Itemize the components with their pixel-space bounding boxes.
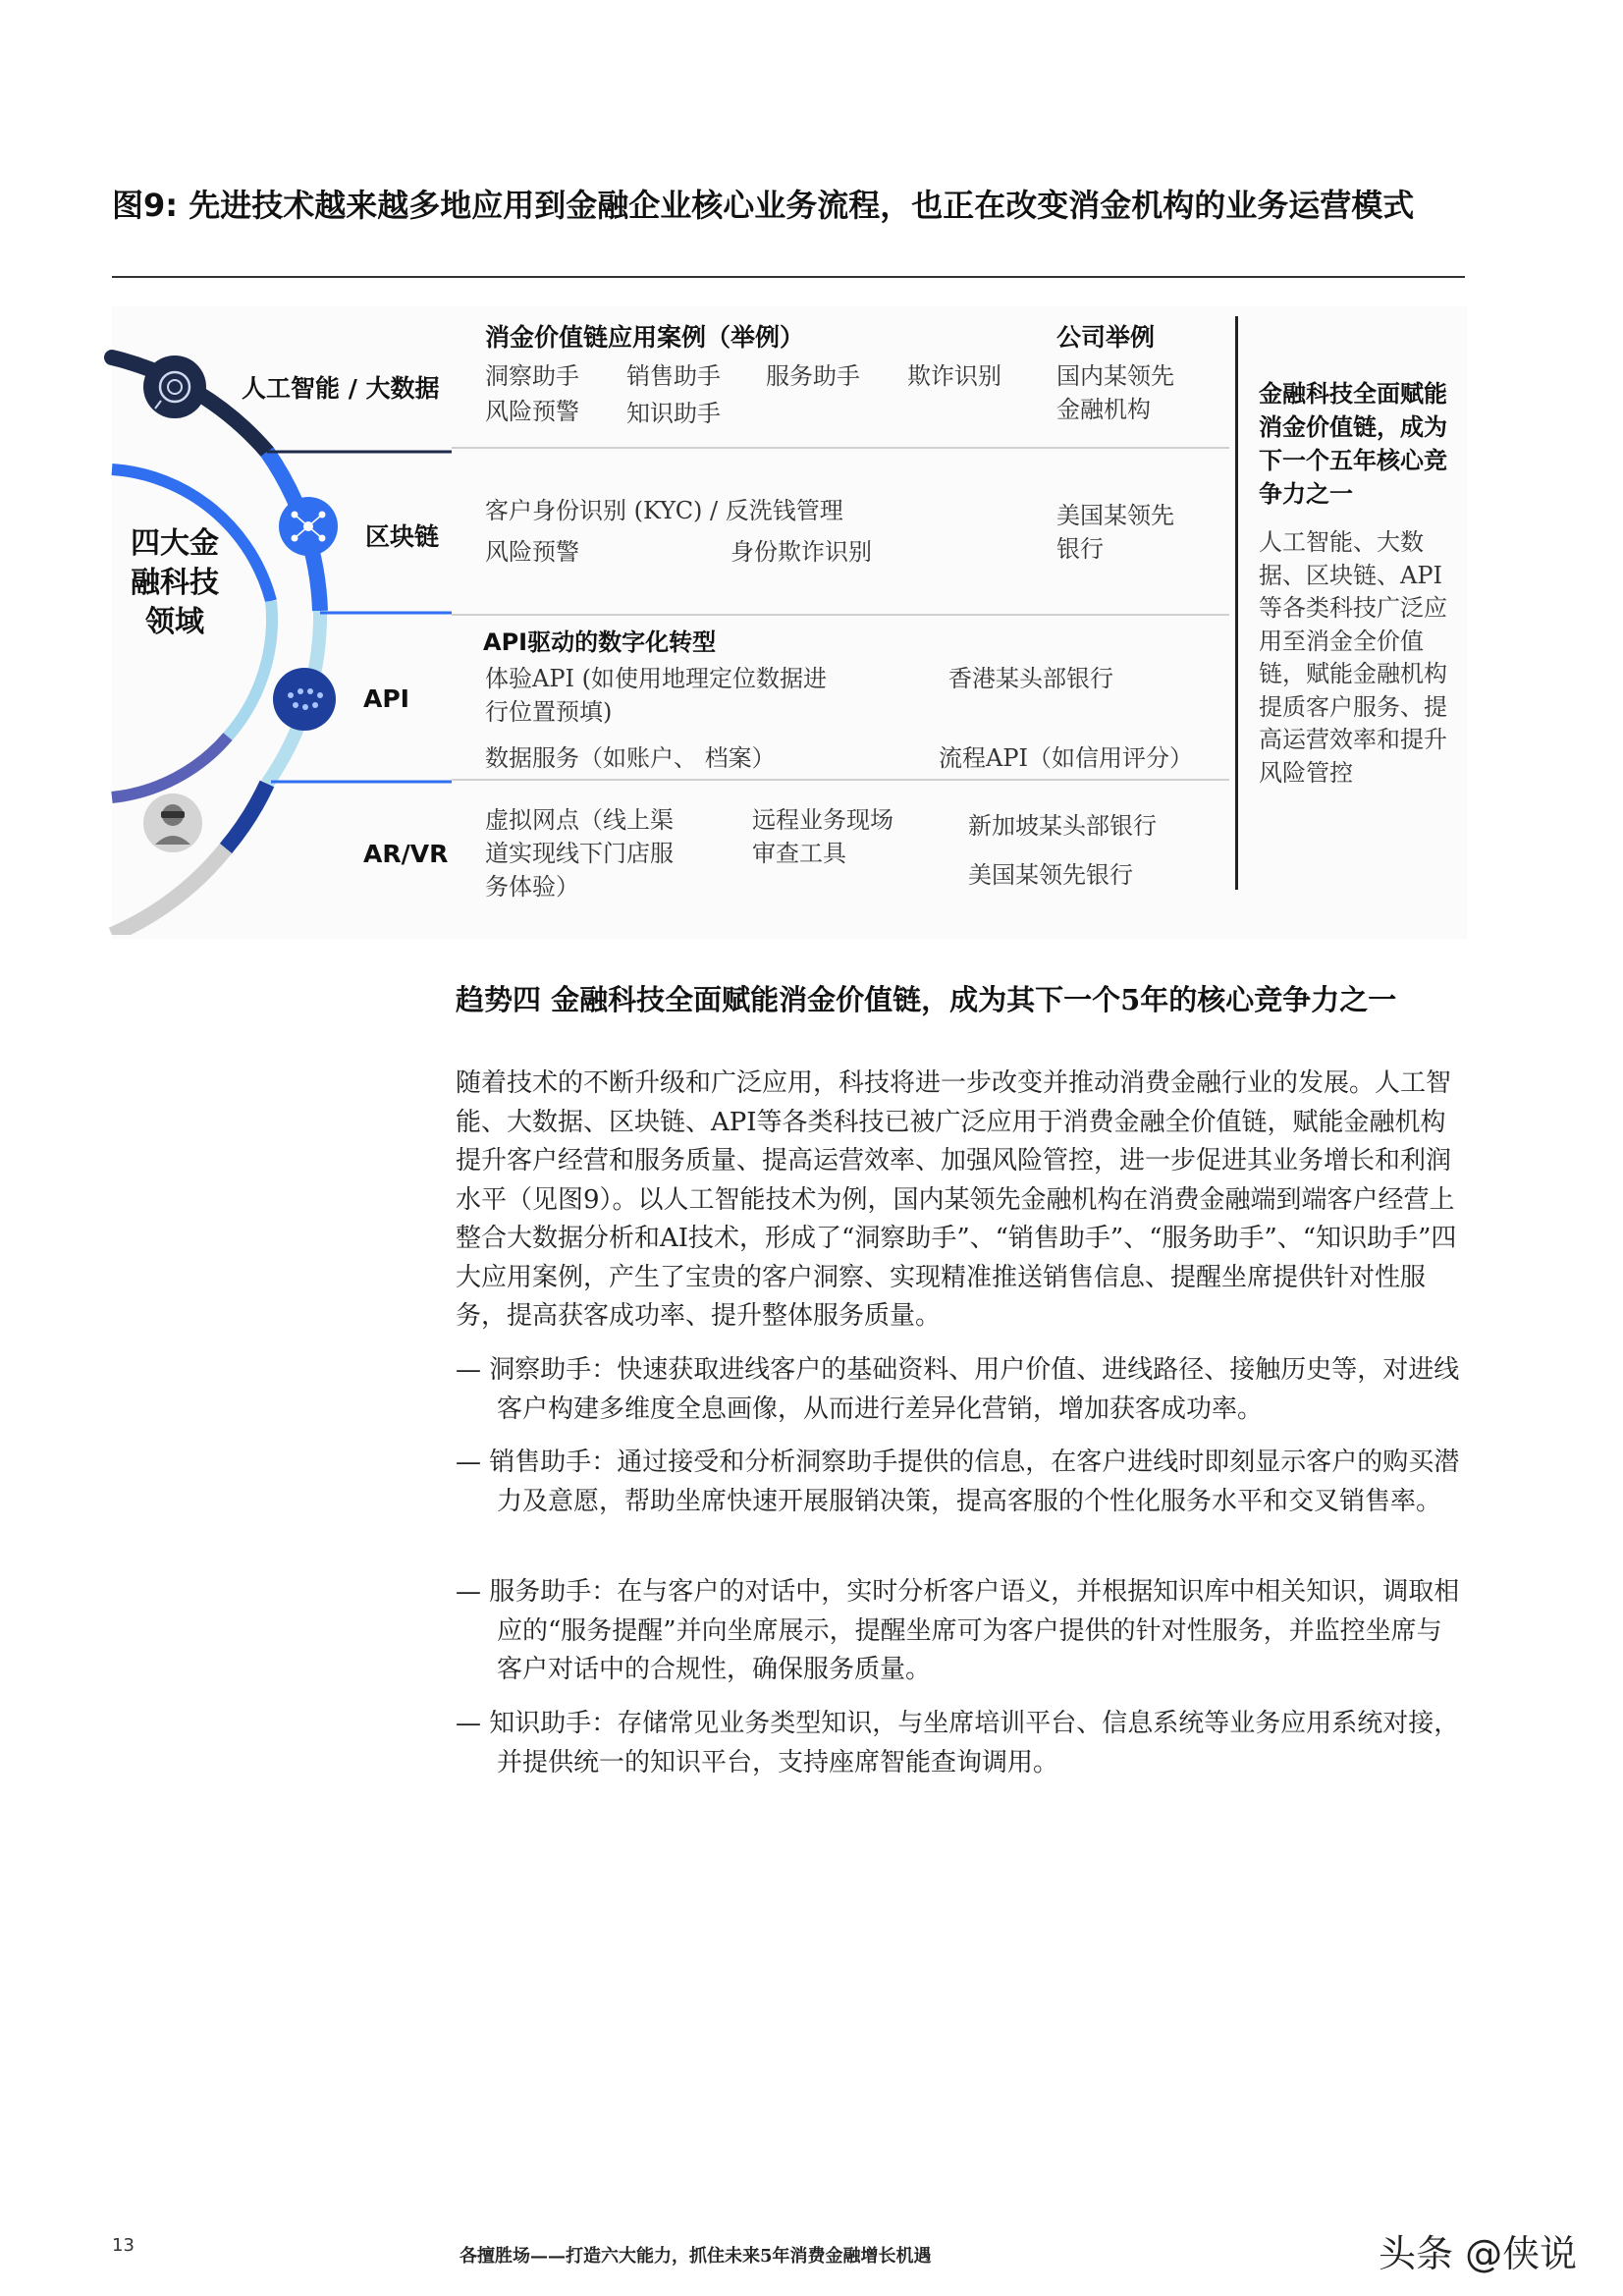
company-blockchain-line1: 美国某领先 [1056, 502, 1174, 529]
case-sales-assistant: 销售助手 [626, 362, 721, 390]
section-paragraph: 随着技术的不断升级和广泛应用，科技将进一步改变并推动消费金融行业的发展。人工智能、大数据、区块链、API等各类科技已被广泛应用于消费金融全价值链，赋能金融机构提升客户经营和服务质量、提高运营效率、加强风险管控，进一步促进其业务增长和利润水平（见图9）。以人工智能技术为例，国内某领先金融机构在消费金融端到端客户经营上整合大数据分析和AI技术，形成了“洞察助手”、“销售助手”、“服务助手”、“知识助手”四大应用案例，产生了宝贵的客户洞察、实现精准推送销售信息、提醒坐席提供针对性服务，提高获客成功率、提升整体服务质量。 [456, 1068, 1457, 1331]
blockchain-network-icon [279, 497, 338, 556]
section-title: 趋势四 金融科技全面赋能消金价值链，成为其下一个5年的核心竞争力之一 [456, 983, 1397, 1016]
inner-arc-purple [112, 737, 228, 797]
category-api: API [363, 684, 409, 713]
case-process-api: 流程API（如信用评分） [939, 744, 1193, 772]
company-blockchain-line2: 银行 [1056, 535, 1104, 563]
company-ai-line1: 国内某领先 [1056, 362, 1174, 390]
row-divider [452, 447, 1229, 449]
right-panel-headline: 金融科技全面赋能消金价值链，成为下一个五年核心竞争力之一 [1259, 379, 1447, 508]
bullet-sales-assistant: — 销售助手：通过接受和分析洞察助手提供的信息，在客户进线时即刻显示客户的购买潜力及意愿，帮助坐席快速开展服销决策，提高客服的个性化服务水平和交叉销售率。 [456, 1448, 1460, 1516]
case-data-service: 数据服务（如账户、 档案） [485, 744, 776, 772]
case-remote-review-line1: 远程业务现场 [752, 806, 893, 834]
category-ai-bigdata: 人工智能 / 大数据 [242, 374, 440, 403]
company-arvr-line1: 新加坡某头部银行 [968, 812, 1157, 840]
page-number: 13 [112, 2235, 135, 2256]
bullet-insight-assistant: — 洞察助手：快速获取进线客户的基础资料、用户价值、进线路径、接触历史等，对进线客户构建多维度全息画像，从而进行差异化营销，增加获客成功率。 [456, 1355, 1460, 1424]
case-virtual-branch-line2: 道实现线下门店服 [485, 840, 674, 867]
right-panel-body: 人工智能、大数据、区块链、API等各类科技广泛应用至消金全价值链，赋能金融机构提质客户服务、提高运营效率和提升风险管控 [1259, 528, 1447, 787]
api-transformation-heading: API驱动的数字化转型 [483, 629, 717, 656]
company-arvr-line2: 美国某领先银行 [968, 861, 1133, 889]
inner-arc-light [228, 601, 272, 737]
api-cloud-icon [273, 668, 336, 731]
case-identity-fraud: 身份欺诈识别 [730, 538, 872, 566]
vr-headset-person-icon [143, 793, 202, 852]
arc-grey-segment [112, 848, 226, 935]
bullet-knowledge-assistant: — 知识助手：存储常见业务类型知识，与坐席培训平台、信息系统等业务应用系统对接，并提供统一的知识平台，支持座席智能查询调用。 [456, 1709, 1460, 1777]
figure-title: 图9: 先进技术越来越多地应用到金融企业核心业务流程，也正在改变消金机构的业务运营模式 [112, 187, 1415, 224]
footer-title: 各擅胜场——打造六大能力，抓住未来5年消费金融增长机遇 [460, 2246, 932, 2267]
bullet-service-assistant: — 服务助手：在与客户的对话中，实时分析客户语义，并根据知识库中相关知识，调取相应的“服务提醒”并向坐席展示，提醒坐席可为客户提供的针对性服务，并监控坐席与客户对话中的合规性，确保服务质量。 [456, 1577, 1460, 1684]
watermark: 头条 @侠说 [1379, 2232, 1578, 2275]
title-divider [112, 276, 1465, 278]
case-remote-review-line2: 审查工具 [752, 840, 846, 867]
header-companies: 公司举例 [1056, 323, 1156, 352]
company-api: 香港某头部银行 [948, 665, 1113, 692]
row-divider [452, 779, 1229, 781]
case-kyc-aml: 客户身份识别 (KYC) / 反洗钱管理 [485, 497, 843, 524]
header-cases: 消金价值链应用案例（举例） [485, 323, 805, 352]
row-divider [452, 614, 1229, 616]
company-ai-line2: 金融机构 [1056, 396, 1151, 423]
case-knowledge-assistant: 知识助手 [626, 400, 721, 427]
category-blockchain: 区块链 [365, 522, 440, 551]
arc-navy-blue-segment [226, 784, 267, 848]
four-domains-label: 四大金融科技领域 [131, 526, 219, 639]
category-arvr: AR/VR [363, 840, 449, 868]
case-experience-api-line1: 体验API (如使用地理定位数据进 [485, 665, 827, 692]
case-experience-api-line2: 行位置预填) [485, 698, 613, 726]
case-risk-warning-blockchain: 风险预警 [485, 538, 579, 566]
case-insight-assistant: 洞察助手 [485, 362, 579, 390]
case-fraud-detection: 欺诈识别 [907, 362, 1001, 390]
case-risk-warning: 风险预警 [485, 398, 579, 425]
right-panel-divider [1235, 316, 1238, 890]
case-service-assistant: 服务助手 [766, 362, 860, 390]
case-virtual-branch-line3: 务体验） [485, 873, 579, 901]
ai-brain-icon [143, 355, 206, 418]
case-virtual-branch-line1: 虚拟网点（线上渠 [485, 806, 674, 834]
